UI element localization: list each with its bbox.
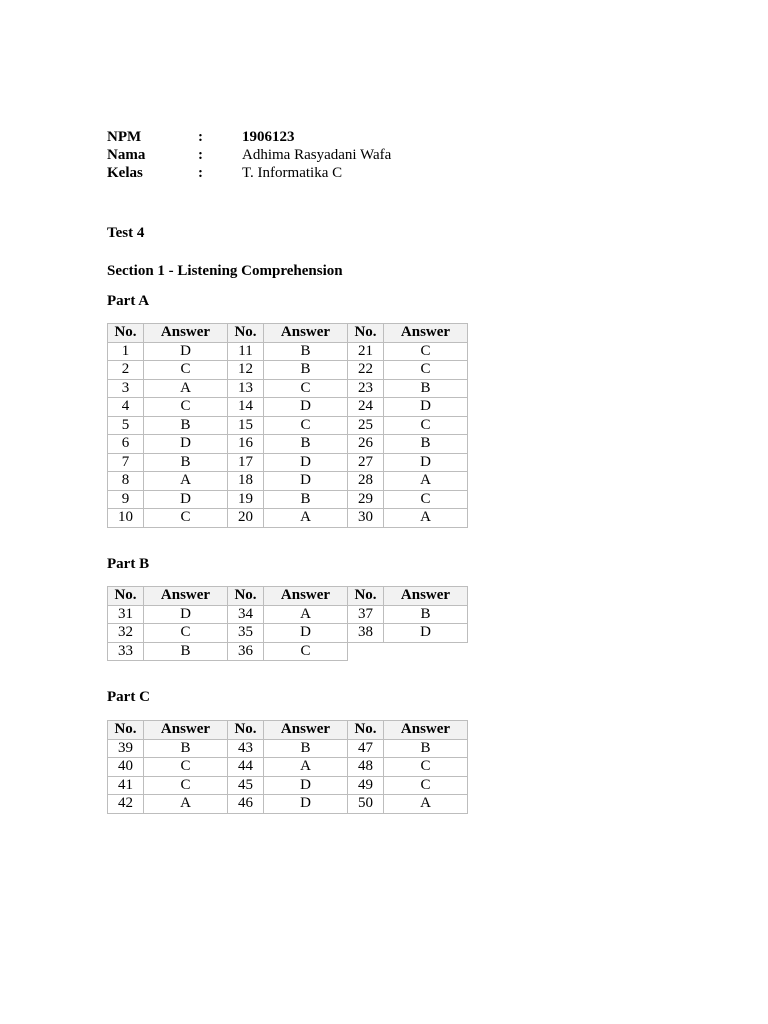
question-number: 11 [228,342,264,361]
table-row [108,398,468,417]
table-row [108,642,468,661]
question-number: 47 [348,739,384,758]
column-header-answer: Answer [144,587,228,606]
answer-cell: B [384,379,468,398]
question-number: 32 [108,624,144,643]
question-number: 44 [228,758,264,777]
table-row [108,776,468,795]
column-header-answer: Answer [384,324,468,343]
empty-cell [348,642,468,661]
question-number: 4 [108,398,144,417]
question-number: 46 [228,795,264,814]
question-number: 38 [348,624,384,643]
table-row [108,490,468,509]
answer-cell: D [264,795,348,814]
question-number: 35 [228,624,264,643]
answer-cell: A [264,509,348,528]
npm-value: 1906123 [242,129,295,145]
answer-cell: D [144,605,228,624]
column-header-no: No. [348,324,384,343]
column-header-no: No. [228,324,264,343]
question-number: 48 [348,758,384,777]
table-row [108,624,468,643]
answer-cell: C [144,776,228,795]
question-number: 12 [228,361,264,380]
question-number: 41 [108,776,144,795]
question-number: 7 [108,453,144,472]
nama-label: Nama [107,147,146,163]
question-number: 5 [108,416,144,435]
table-row [108,739,468,758]
part-c-table [107,720,468,814]
question-number: 8 [108,472,144,491]
header-row [108,324,468,343]
question-number: 50 [348,795,384,814]
column-header-answer: Answer [264,587,348,606]
column-header-no: No. [228,587,264,606]
test-title: Test 4 [107,225,145,241]
question-number: 31 [108,605,144,624]
table-row [108,795,468,814]
answer-cell: B [384,605,468,624]
column-header-no: No. [108,324,144,343]
part-a-title: Part A [107,293,150,309]
question-number: 40 [108,758,144,777]
column-header-no: No. [108,721,144,740]
kelas-colon: : [198,165,203,181]
question-number: 43 [228,739,264,758]
answer-cell: D [144,342,228,361]
question-number: 19 [228,490,264,509]
answer-cell: C [384,361,468,380]
question-number: 10 [108,509,144,528]
answer-cell: D [264,472,348,491]
question-number: 26 [348,435,384,454]
table-row [108,509,468,528]
column-header-answer: Answer [144,721,228,740]
answer-cell: C [144,398,228,417]
question-number: 30 [348,509,384,528]
question-number: 1 [108,342,144,361]
answer-cell: C [264,379,348,398]
column-header-no: No. [108,587,144,606]
question-number: 34 [228,605,264,624]
question-number: 24 [348,398,384,417]
answer-cell: A [384,472,468,491]
question-number: 42 [108,795,144,814]
question-number: 22 [348,361,384,380]
answer-cell: C [144,624,228,643]
answer-cell: A [144,795,228,814]
table-row [108,605,468,624]
answer-cell: C [384,490,468,509]
npm-label: NPM [107,129,142,145]
answer-cell: B [144,416,228,435]
nama-colon: : [198,147,203,163]
answer-cell: A [144,472,228,491]
question-number: 17 [228,453,264,472]
question-number: 3 [108,379,144,398]
question-number: 16 [228,435,264,454]
header-row [108,587,468,606]
answer-cell: C [384,342,468,361]
question-number: 18 [228,472,264,491]
answer-cell: B [144,642,228,661]
column-header-no: No. [228,721,264,740]
table-row [108,416,468,435]
question-number: 20 [228,509,264,528]
question-number: 36 [228,642,264,661]
answer-cell: D [144,490,228,509]
answer-cell: B [384,435,468,454]
table-row [108,435,468,454]
question-number: 9 [108,490,144,509]
answer-cell: B [264,739,348,758]
part-a-table [107,323,468,528]
question-number: 21 [348,342,384,361]
answer-cell: C [384,776,468,795]
answer-cell: D [144,435,228,454]
answer-cell: B [144,739,228,758]
answer-cell: C [384,416,468,435]
table-row [108,472,468,491]
answer-cell: A [384,509,468,528]
answer-cell: D [264,453,348,472]
question-number: 15 [228,416,264,435]
question-number: 37 [348,605,384,624]
column-header-answer: Answer [264,324,348,343]
section-title: Section 1 - Listening Comprehension [107,263,343,279]
column-header-answer: Answer [384,721,468,740]
answer-cell: D [264,624,348,643]
answer-cell: A [264,605,348,624]
answer-cell: A [144,379,228,398]
part-b-table [107,586,468,661]
question-number: 45 [228,776,264,795]
answer-cell: D [264,398,348,417]
answer-cell: C [264,416,348,435]
answer-cell: C [144,758,228,777]
table-row [108,758,468,777]
column-header-no: No. [348,587,384,606]
column-header-answer: Answer [144,324,228,343]
question-number: 14 [228,398,264,417]
table-row [108,379,468,398]
column-header-answer: Answer [384,587,468,606]
question-number: 13 [228,379,264,398]
answer-cell: C [144,509,228,528]
answer-cell: C [264,642,348,661]
table-row [108,342,468,361]
answer-cell: D [264,776,348,795]
column-header-answer: Answer [264,721,348,740]
question-number: 25 [348,416,384,435]
npm-colon: : [198,129,203,145]
question-number: 23 [348,379,384,398]
question-number: 49 [348,776,384,795]
answer-cell: D [384,453,468,472]
question-number: 29 [348,490,384,509]
question-number: 33 [108,642,144,661]
question-number: 6 [108,435,144,454]
question-number: 2 [108,361,144,380]
header-row [108,721,468,740]
answer-cell: B [144,453,228,472]
answer-cell: A [384,795,468,814]
answer-cell: D [384,398,468,417]
table-row [108,453,468,472]
answer-cell: B [384,739,468,758]
answer-cell: D [384,624,468,643]
answer-cell: C [384,758,468,777]
question-number: 39 [108,739,144,758]
kelas-value: T. Informatika C [242,165,343,181]
answer-cell: B [264,490,348,509]
nama-value: Adhima Rasyadani Wafa [242,147,392,163]
answer-cell: B [264,342,348,361]
answer-cell: A [264,758,348,777]
answer-cell: C [144,361,228,380]
question-number: 28 [348,472,384,491]
part-b-title: Part B [107,556,150,572]
question-number: 27 [348,453,384,472]
answer-cell: B [264,361,348,380]
answer-cell: B [264,435,348,454]
kelas-label: Kelas [107,165,143,181]
column-header-no: No. [348,721,384,740]
table-row [108,361,468,380]
part-c-title: Part C [107,689,150,705]
